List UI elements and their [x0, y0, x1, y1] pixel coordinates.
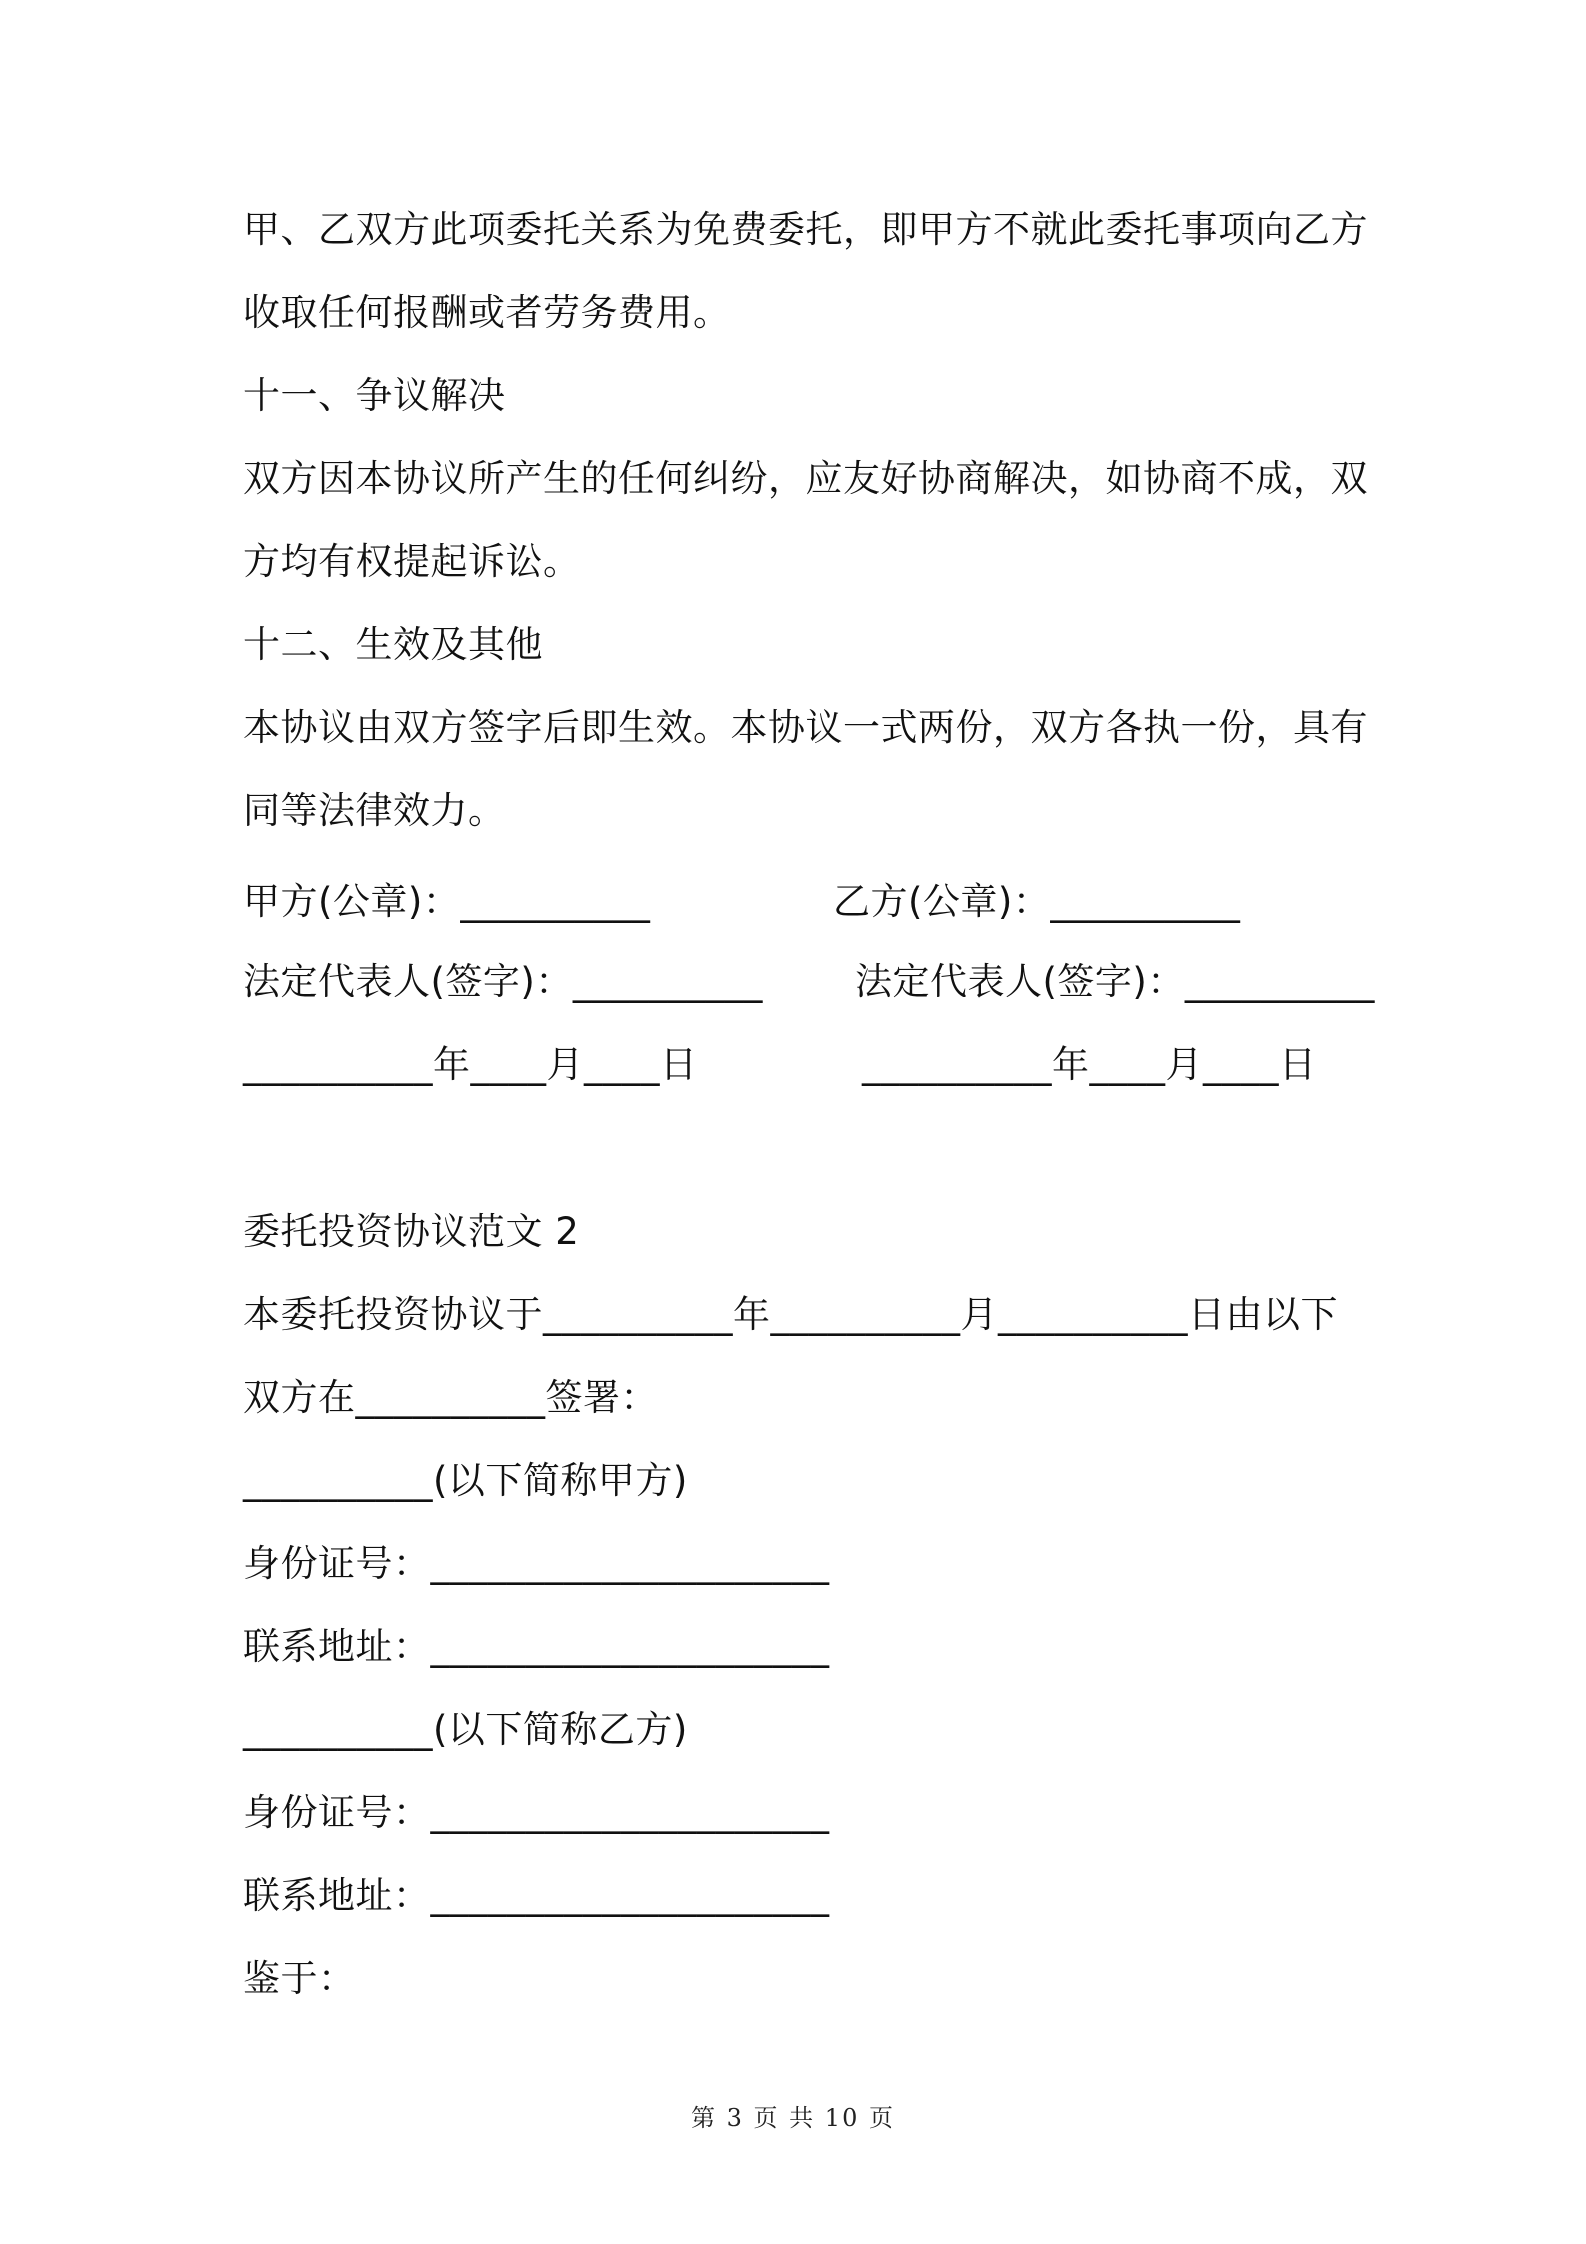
page-number-footer: 第 3 页 共 10 页 — [691, 2104, 895, 2132]
signature-party-a-seal: 甲方(公章)：__________ — [243, 880, 651, 923]
party-b-address-line: 联系地址：_____________________ — [243, 1874, 830, 1917]
whereas-line: 鉴于： — [243, 1957, 356, 2000]
paragraph-line: 方均有权提起诉讼。 — [243, 540, 581, 583]
party-a-line: __________(以下简称甲方) — [243, 1459, 688, 1502]
paragraph-line: 双方因本协议所产生的任何纠纷，应友好协商解决，如协商不成，双 — [243, 457, 1368, 500]
paragraph-line: 本协议由双方签字后即生效。本协议一式两份，双方各执一份，具有 — [243, 706, 1368, 749]
section-heading: 十二、生效及其他 — [243, 623, 543, 666]
paragraph-line: 双方在__________签署： — [243, 1376, 658, 1419]
signature-party-a-date: __________年____月____日 — [243, 1043, 698, 1086]
signature-party-b-seal: 乙方(公章)：__________ — [833, 880, 1241, 923]
party-b-line: __________(以下简称乙方) — [243, 1708, 688, 1751]
signature-party-a-rep: 法定代表人(签字)：__________ — [243, 960, 763, 1003]
paragraph-line: 同等法律效力。 — [243, 789, 506, 832]
signature-party-b-date: __________年____月____日 — [862, 1043, 1317, 1086]
paragraph-line: 甲、乙双方此项委托关系为免费委托，即甲方不就此委托事项向乙方 — [243, 208, 1368, 251]
document-title: 委托投资协议范文 2 — [243, 1210, 580, 1253]
party-a-id-line: 身份证号：_____________________ — [243, 1542, 830, 1585]
paragraph-line: 收取任何报酬或者劳务费用。 — [243, 291, 731, 334]
section-heading: 十一、争议解决 — [243, 374, 506, 417]
signature-party-b-rep: 法定代表人(签字)：__________ — [855, 960, 1375, 1003]
party-b-id-line: 身份证号：_____________________ — [243, 1791, 830, 1834]
party-a-address-line: 联系地址：_____________________ — [243, 1625, 830, 1668]
paragraph-line: 本委托投资协议于__________年__________月__________日由以下 — [243, 1293, 1338, 1336]
